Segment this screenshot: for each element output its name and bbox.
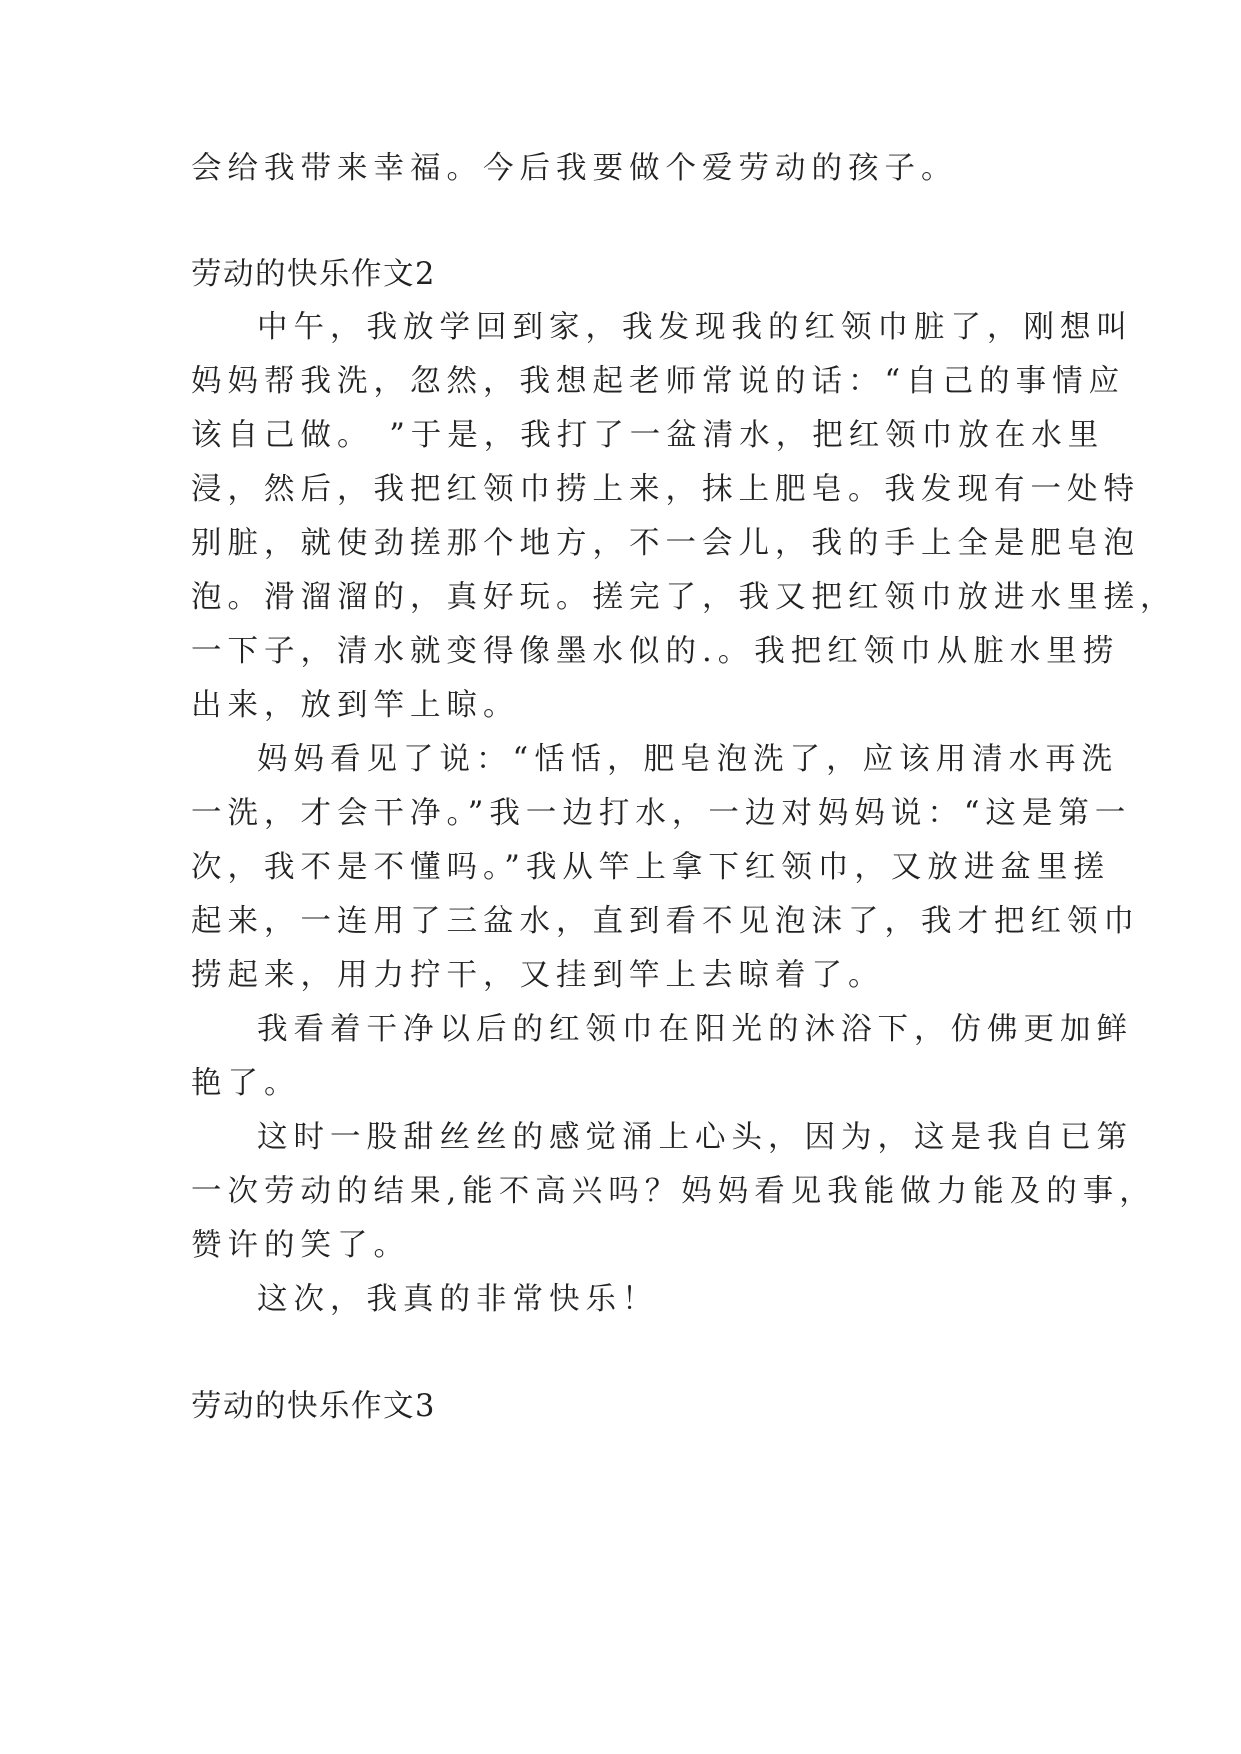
text-line: 赞许的笑了。	[191, 1228, 410, 1263]
text-line: 次，我不是不懂吗。”我从竿上拿下红领巾，又放进盆里搓	[191, 850, 1110, 885]
text-line: 一下子，清水就变得像墨水似的.。我把红领巾从脏水里捞	[191, 634, 1120, 669]
text-line: 妈妈帮我洗，忽然，我想起老师常说的话：“自己的事情应	[191, 364, 1126, 399]
text-line: 一洗，才会干净。”我一边打水，一边对妈妈说：“这是第一	[191, 796, 1132, 831]
paragraph-first-line: 妈妈看见了说：“恬恬，肥皂泡洗了，应该用清水再洗	[257, 742, 1119, 777]
text-line: 会给我带来幸福。今后我要做个爱劳动的孩子。	[191, 151, 958, 186]
text-line: 该自己做。 ”于是，我打了一盆清水，把红领巾放在水里	[191, 418, 1105, 453]
section-heading: 劳动的快乐作文3	[191, 1389, 436, 1424]
text-line: 起来，一连用了三盆水，直到看不见泡沫了，我才把红领巾	[191, 904, 1140, 939]
section-heading: 劳动的快乐作文2	[191, 257, 436, 292]
text-line: 一次劳动的结果,能不高兴吗？妈妈看见我能做力能及的事，	[191, 1174, 1156, 1209]
text-line: 出来，放到竿上晾。	[191, 688, 520, 723]
text-line: 艳了。	[191, 1066, 301, 1101]
paragraph-first-line: 我看着干净以后的红领巾在阳光的沐浴下，仿佛更加鲜	[257, 1012, 1133, 1047]
paragraph-first-line: 中午，我放学回到家，我发现我的红领巾脏了，刚想叫	[257, 310, 1133, 345]
text-line: 泡。滑溜溜的，真好玩。搓完了，我又把红领巾放进水里搓，	[191, 580, 1177, 615]
paragraph-first-line: 这时一股甜丝丝的感觉涌上心头，因为，这是我自已第	[257, 1120, 1133, 1155]
text-line: 浸，然后，我把红领巾捞上来，抹上肥皂。我发现有一处特	[191, 472, 1140, 507]
text-line: 别脏，就使劲搓那个地方，不一会儿，我的手上全是肥皂泡	[191, 526, 1140, 561]
text-line: 捞起来，用力拧干，又挂到竿上去晾着了。	[191, 958, 885, 993]
paragraph-first-line: 这次，我真的非常快乐！	[257, 1282, 659, 1317]
